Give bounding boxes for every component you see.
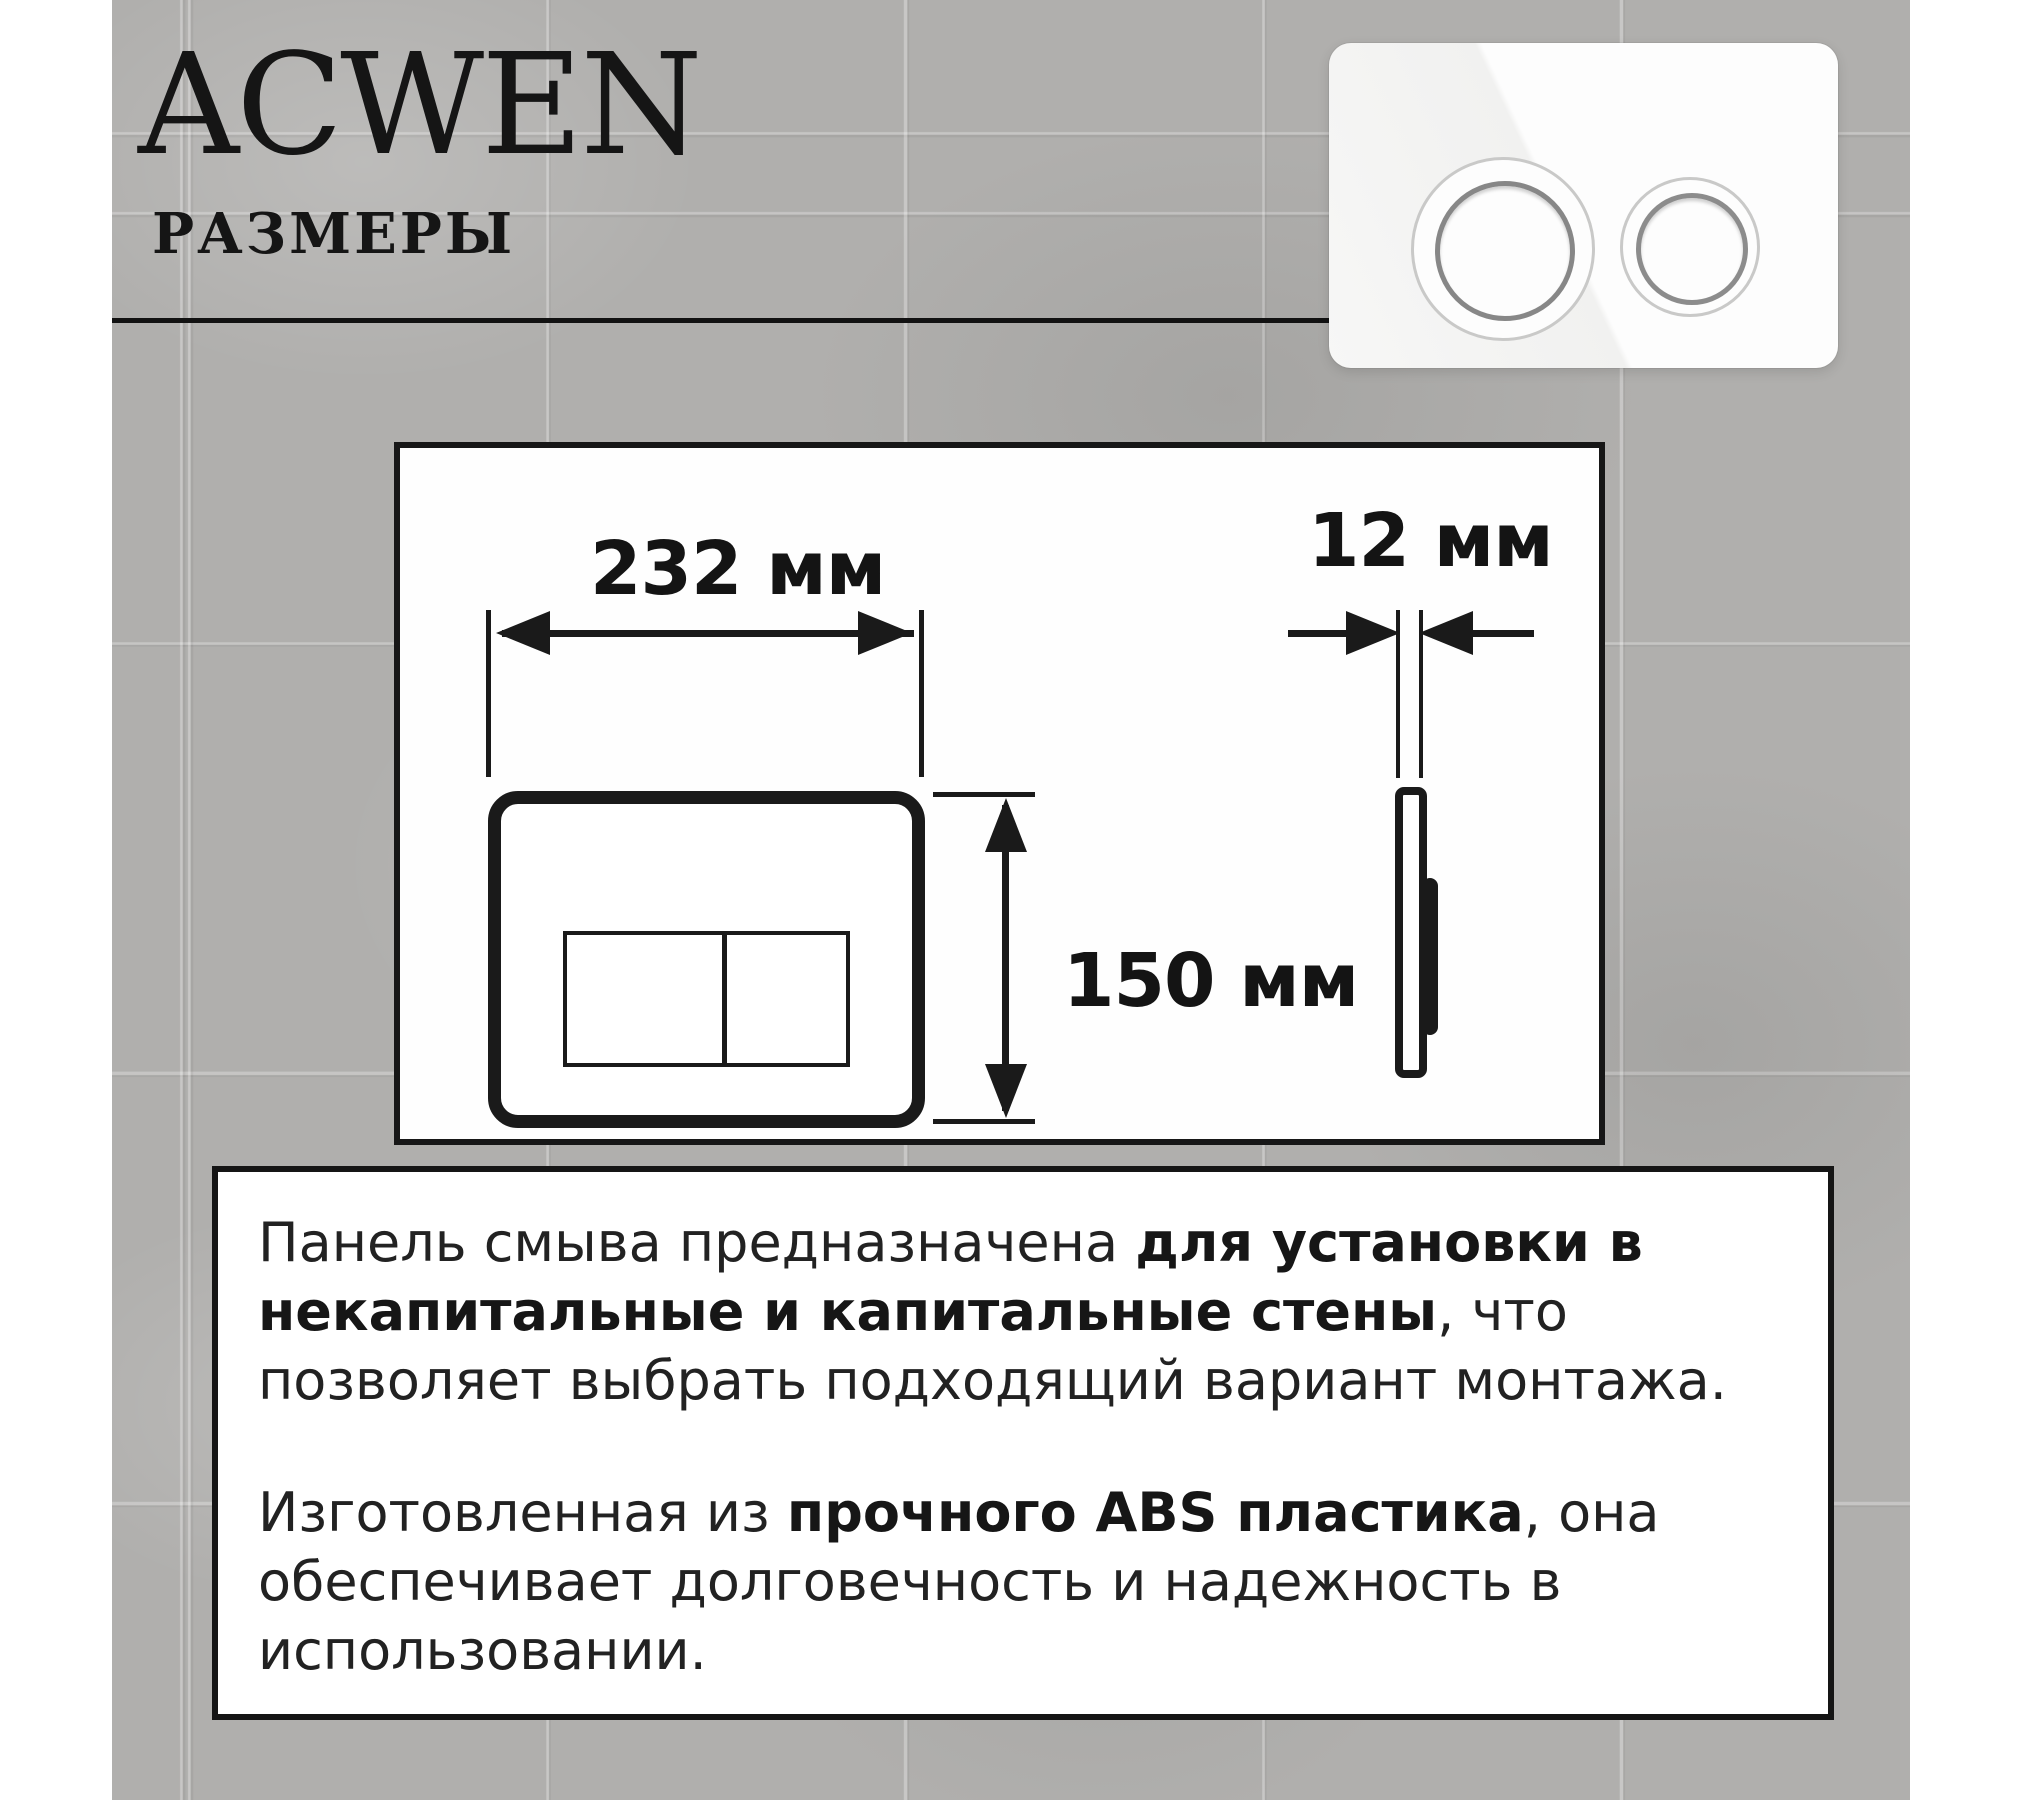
plate-side-clip — [1422, 878, 1438, 1035]
thickness-dimension-line-left — [1288, 630, 1348, 637]
height-arrowhead-up-icon — [985, 798, 1027, 852]
flush-plate-photo — [1329, 43, 1838, 368]
thickness-dimension-line-right — [1472, 630, 1534, 637]
description-text — [258, 1208, 1798, 1685]
description-line — [258, 1346, 1798, 1415]
brand-title: ACWEN — [138, 24, 700, 187]
description-run: использовании. — [258, 1619, 707, 1682]
width-dimension-line — [502, 630, 914, 637]
page-title: РАЗМЕРЫ — [152, 201, 516, 267]
width-dimension-label: 232 мм — [590, 526, 886, 612]
description-run: , она — [1523, 1481, 1660, 1544]
width-extension-line-left — [486, 610, 491, 777]
flush-button-small-icon — [1620, 177, 1760, 317]
description-run: , что — [1437, 1280, 1568, 1343]
height-extension-tick-bottom — [933, 1119, 1035, 1124]
flush-button-large-inner-ring — [1435, 181, 1575, 321]
description-line — [258, 1277, 1798, 1346]
header-divider — [112, 318, 1334, 323]
dimension-drawing-box — [394, 442, 1605, 1145]
description-run-bold: для установки в — [1135, 1211, 1643, 1274]
thickness-dimension-label: 12 мм — [1308, 498, 1553, 584]
description-line — [258, 1616, 1798, 1685]
description-run-bold: прочного ABS пластика — [786, 1481, 1524, 1544]
flush-button-large-icon — [1411, 157, 1595, 341]
description-run: обеспечивает долговечность и надежность в — [258, 1550, 1562, 1613]
description-paragraph — [258, 1208, 1798, 1415]
description-paragraph — [258, 1478, 1798, 1685]
width-extension-line-right — [919, 610, 924, 777]
description-run: Панель смыва предназначена — [258, 1211, 1136, 1274]
description-run-bold: некапитальные и капитальные стены — [258, 1280, 1438, 1343]
height-arrowhead-down-icon — [985, 1064, 1027, 1118]
description-box — [212, 1166, 1834, 1720]
thickness-arrowhead-left-icon — [1419, 611, 1473, 655]
description-line — [258, 1547, 1798, 1616]
thickness-arrowhead-right-icon — [1346, 611, 1400, 655]
width-arrowhead-left-icon — [496, 611, 550, 655]
height-dimension-label: 150 мм — [1063, 938, 1359, 1024]
height-extension-tick-top — [933, 792, 1035, 797]
flush-button-small-inner-ring — [1636, 193, 1748, 305]
description-run: Изготовленная из — [258, 1481, 787, 1544]
description-line — [258, 1208, 1798, 1277]
plate-buttons-divider — [722, 935, 727, 1063]
plate-buttons-outline — [563, 931, 850, 1067]
description-line — [258, 1478, 1798, 1547]
description-run: позволяет выбрать подходящий вариант монтажа. — [258, 1349, 1727, 1412]
width-arrowhead-right-icon — [858, 611, 912, 655]
